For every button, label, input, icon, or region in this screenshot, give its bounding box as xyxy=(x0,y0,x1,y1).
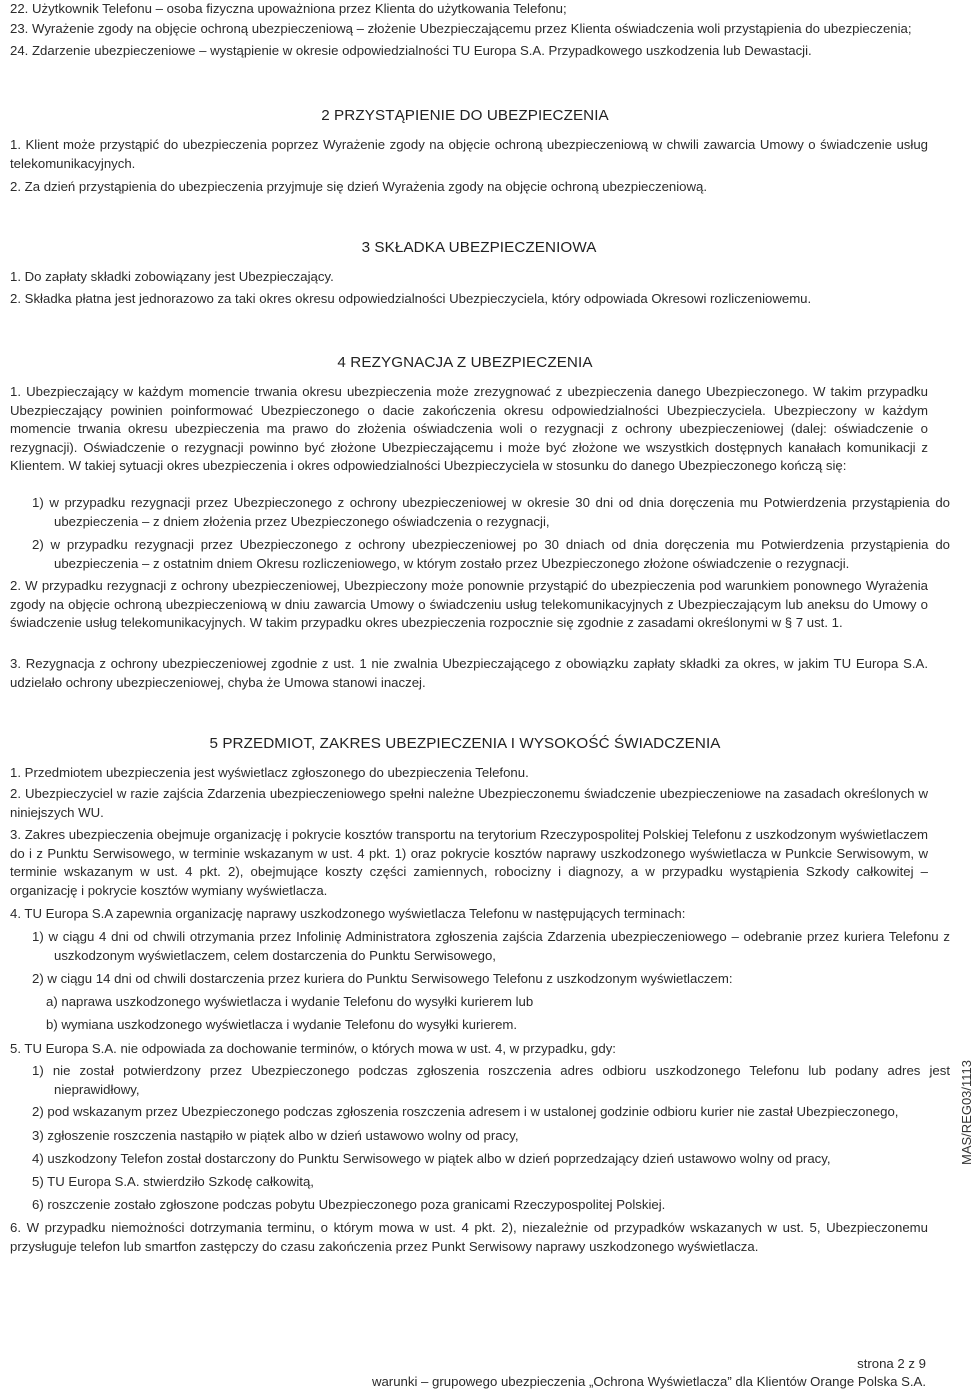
page-number: strona 2 z 9 xyxy=(857,1356,926,1371)
section-5-paragraph-6: 6. W przypadku niemożności dotrzymania terminu, o którym mowa w ust. 4 pkt. 2), niezależnie od przypadków wskazanych w ust. 5, Ubezpieczonemu przysługuje telefon lub smartfon zastępczy do czasu zakończenia przez Punkt Serwisowy naprawy uszkodzonego wyświetlacza. xyxy=(10,1220,928,1254)
section-5-item-4-2: 2) w ciągu 14 dni od chwili dostarczenia przez kuriera do Punktu Serwisowego Telefonu z uszkodzonym wyświetlaczem: xyxy=(32,971,733,986)
section-5-item-5-5: 5) TU Europa S.A. stwierdziło Szkodę całkowitą, xyxy=(32,1174,314,1189)
definition-22: 22. Użytkownik Telefonu – osoba fizyczna upoważniona przez Klienta do użytkowania Telefonu; xyxy=(10,1,567,16)
section-4-item-1: 1) w przypadku rezygnacji przez Ubezpieczonego z ochrony ubezpieczeniowej w okresie 30 dni od dnia doręczenia mu Potwierdzenia przystąpienia do ubezpieczenia – z dniem złożenia przez Ubezpieczonego oświadczenia o rezygnacji, xyxy=(32,495,950,529)
definition-23: 23. Wyrażenie zgody na objęcie ochroną ubezpieczeniową – złożenie Ubezpieczającemu przez Klienta oświadczenia woli przystąpienia do ubezpieczenia; xyxy=(10,21,912,36)
section-2-heading: 2 PRZYSTĄPIENIE DO UBEZPIECZENIA xyxy=(321,107,609,124)
section-4-paragraph-3: 3. Rezygnacja z ochrony ubezpieczeniowej zgodnie z ust. 1 nie zwalnia Ubezpieczającego z obowiązku zapłaty składki za okres, w jakim TU Europa S.A. udzielało ochrony ubezpieczeniowej, chyba że Umowa stanowi inaczej. xyxy=(10,656,928,690)
section-5-paragraph-4: 4. TU Europa S.A zapewnia organizację naprawy uszkodzonego wyświetlacza Telefonu w następujących terminach: xyxy=(10,906,686,921)
footer-title: warunki – grupowego ubezpieczenia „Ochrona Wyświetlacza” dla Klientów Orange Polska S.A. xyxy=(371,1374,926,1389)
section-4-paragraph-1: 1. Ubezpieczający w każdym momencie trwania okresu ubezpieczenia może zrezygnować z ubezpieczenia danego Ubezpieczonego. W takim przypadku Ubezpieczający powinien poinformować Ubezpieczonego o dacie zakończenia okresu odpowiedzialności Ubezpieczyciela. Ubezpieczony w każdym momencie trwania okresu ubezpieczenia ma prawo do złożenia oświadczenia woli o rezygnacji z ochrony ubezpieczeniowej (dalej: oświadczenie o rezygnacji). Oświadczenie o rezygnacji powinno być złożone Ubezpieczającemu i może być złożone we wszystkich dostępnych kanałach komunikacji z Klientem. W takiej sytuacji okres ubezpieczenia i okres odpowiedzialności Ubezpieczyciela w stosunku do danego Ubezpieczonego kończą się: xyxy=(10,384,928,473)
section-5-paragraph-2: 2. Ubezpieczyciel w razie zajścia Zdarzenia ubezpieczeniowego spełni należne Ubezpieczonemu świadczenie ubezpieczeniowe na zasadach określonych w niniejszych WU. xyxy=(10,786,928,820)
definition-24: 24. Zdarzenie ubezpieczeniowe – wystąpienie w okresie odpowiedzialności TU Europa S.A. Przypadkowego uszkodzenia lub Dewastacji. xyxy=(10,43,812,58)
section-5-item-5-2: 2) pod wskazanym przez Ubezpieczonego podczas zgłoszenia roszczenia adresem i w ustalonej godzinie odbioru kurier nie zastał Ubezpieczonego, xyxy=(32,1104,899,1119)
section-5-paragraph-1: 1. Przedmiotem ubezpieczenia jest wyświetlacz zgłoszonego do ubezpieczenia Telefonu. xyxy=(10,765,529,780)
section-5-item-4-2b: b) wymiana uszkodzonego wyświetlacza i wydanie Telefonu do wysyłki kurierem. xyxy=(46,1017,518,1032)
section-2-paragraph-2: 2. Za dzień przystąpienia do ubezpieczenia przyjmuje się dzień Wyrażenia zgody na objęcie ochroną ubezpieczeniową. xyxy=(10,179,708,194)
section-5-item-5-3: 3) zgłoszenie roszczenia nastąpiło w piątek albo w dzień ustawowo wolny od pracy, xyxy=(32,1128,519,1143)
section-3-paragraph-2: 2. Składka płatna jest jednorazowo za taki okres okresu odpowiedzialności Ubezpieczyciela, który odpowiada Okresowi rozliczeniowemu. xyxy=(10,291,812,306)
document-code: MAS/REG03/1113 xyxy=(959,1059,974,1165)
section-2-paragraph-1: 1. Klient może przystąpić do ubezpieczenia poprzez Wyrażenie zgody na objęcie ochroną ubezpieczeniową w chwili zawarcia Umowy o świadczenie usług telekomunikacyjnych. xyxy=(10,137,928,171)
section-5-item-4-1: 1) w ciągu 4 dni od chwili otrzymania przez Infolinię Administratora zgłoszenia zajścia Zdarzenia ubezpieczeniowego – odebranie przez kuriera Telefonu z uszkodzonym wyświetlaczem, celem dostarczenia do Punktu Serwisowego, xyxy=(32,929,950,963)
section-5-item-5-1: 1) nie został potwierdzony przez Ubezpieczonego podczas zgłoszenia roszczenia adres odbioru uszkodzonego Telefonu lub podany adres jest nieprawidłowy, xyxy=(32,1063,950,1097)
section-3-paragraph-1: 1. Do zapłaty składki zobowiązany jest Ubezpieczający. xyxy=(10,269,334,284)
section-5-paragraph-3: 3. Zakres ubezpieczenia obejmuje organizację i pokrycie kosztów transportu na terytorium Rzeczypospolitej Polskiej Telefonu z uszkodzonym wyświetlaczem do i z Punktu Serwisowego, w terminie wskazanym w ust. 4 pkt. 1) oraz pokrycie kosztów naprawy uszkodzonego wyświetlacza w Punkcie Serwisowym, w terminie wskazanym w ust. 4 pkt. 2), obejmujące koszty części zamiennych, robocizny i diagnozy, a w przypadku wystąpienia Szkody całkowitej – organizację i pokrycie kosztów wymiany wyświetlacza. xyxy=(10,827,928,898)
section-4-heading: 4 REZYGNACJA Z UBEZPIECZENIA xyxy=(337,354,593,371)
section-5-paragraph-5: 5. TU Europa S.A. nie odpowiada za dochowanie terminów, o których mowa w ust. 4, w przypadku, gdy: xyxy=(10,1041,616,1056)
section-5-item-5-4: 4) uszkodzony Telefon został dostarczony do Punktu Serwisowego w piątek albo w dzień poprzedzający dzień ustawowo wolny od pracy, xyxy=(32,1151,831,1166)
section-5-heading: 5 PRZEDMIOT, ZAKRES UBEZPIECZENIA I WYSOKOŚĆ ŚWIADCZENIA xyxy=(209,735,721,752)
section-4-item-2: 2) w przypadku rezygnacji przez Ubezpieczonego z ochrony ubezpieczeniowej po 30 dniach od dnia doręczenia mu Potwierdzenia przystąpienia do ubezpieczenia – z ostatnim dniem Okresu rozliczeniowego, w którym zostało przez Ubezpieczonego złożone oświadczenie o rezygnacji. xyxy=(32,537,950,571)
section-3-heading: 3 SKŁADKA UBEZPIECZENIOWA xyxy=(361,239,597,256)
section-4-paragraph-2: 2. W przypadku rezygnacji z ochrony ubezpieczeniowej, Ubezpieczony może ponownie przystąpić do ubezpieczenia pod warunkiem ponownego Wyrażenia zgody na objęcie ochroną ubezpieczeniową w dniu zawarcia Umowy o świadczeniu usług telekomunikacyjnych z Ubezpieczającym lub aneksu do Umowy o świadczenie usług telekomunikacyjnych. W takim przypadku okres ubezpieczenia rozpocznie się zgodnie z zasadami określonymi w § 7 ust. 1. xyxy=(10,578,928,630)
section-5-item-5-6: 6) roszczenie zostało zgłoszone podczas pobytu Ubezpieczonego poza granicami Rzeczypospolitej Polskiej. xyxy=(32,1197,666,1212)
section-5-item-4-2a: a) naprawa uszkodzonego wyświetlacza i wydanie Telefonu do wysyłki kurierem lub xyxy=(46,994,534,1009)
